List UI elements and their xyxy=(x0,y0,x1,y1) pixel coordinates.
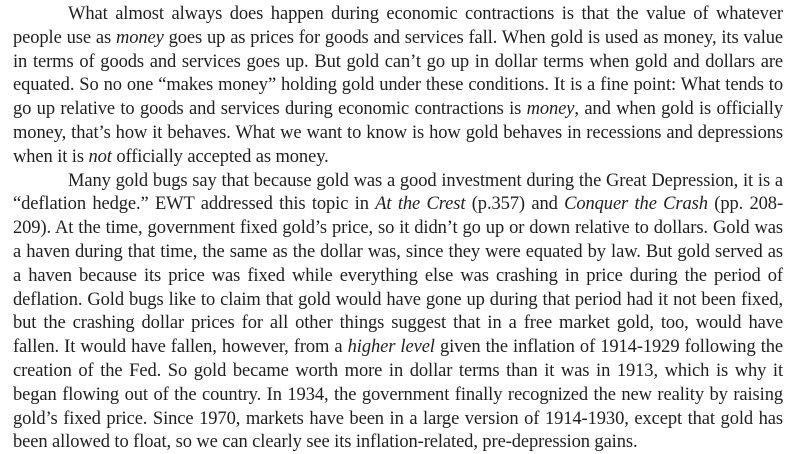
text-segment: (pp. 208-209). At the time, government fixed gold’s price, so it didn’t go up or down relative to dollars. Gold was a haven during that time, the same as the dollar was, since they were equated by law. But gold served as a haven because its price was fixed while everything else was crashing in price during the period of deflation. Gold bugs like to claim that gold would have gone up during that period had it not been fixed, but the crashing dollar prices for all other things suggest that in a free market gold, too, would have fallen. It would have fallen, however, from a xyxy=(13,194,784,358)
body-text xyxy=(13,3,783,454)
italic-text-segment: money xyxy=(115,27,164,48)
text-segment: given the inflation of 1914-1929 following the creation of the Fed. So gold became worth more in dollar terms than it was in 1913, which is why it began flowing out of the country. In 1934, the government finally recognized the new reality by raising gold’s fixed price. Since 1970, markets have been in a large version of 1914-1930, except that gold has been allowed to float, so we can clearly see its inflation-related, pre-depression gains. xyxy=(13,337,784,453)
text-segment: (p.357) and xyxy=(465,194,565,215)
text-segment: goes up as prices for goods and services fall. When gold is used as money, its value in terms of goods and services goes up. But gold can’t go up in dollar terms when gold and dollars are equated. So no one “makes money” holding gold under these conditions. It is a fine point: What tends to go up relative to goods and services during economic contractions is xyxy=(13,27,783,120)
text-segment: What almost always does happen during economic contractions is that the value of whatever people use as xyxy=(13,4,783,48)
italic-text-segment: money xyxy=(526,99,575,120)
italic-text-segment: At the Crest xyxy=(375,194,466,215)
paragraph xyxy=(13,170,783,454)
italic-text-segment: Conquer the Crash xyxy=(564,194,708,215)
text-segment: officially accepted as money. xyxy=(111,146,329,167)
text-segment: Many gold bugs say that because gold was a good investment during the Great Depression, it is a “deflation hedge.” EWT addressed this topic in xyxy=(13,170,783,215)
text-segment: , and when gold is officially money, that’s how it behaves. What we want to know is how gold behaves in recessions and depressions when it is xyxy=(13,99,783,167)
italic-text-segment: not xyxy=(88,146,112,167)
italic-text-segment: higher level xyxy=(347,337,435,358)
paragraph xyxy=(13,3,783,170)
